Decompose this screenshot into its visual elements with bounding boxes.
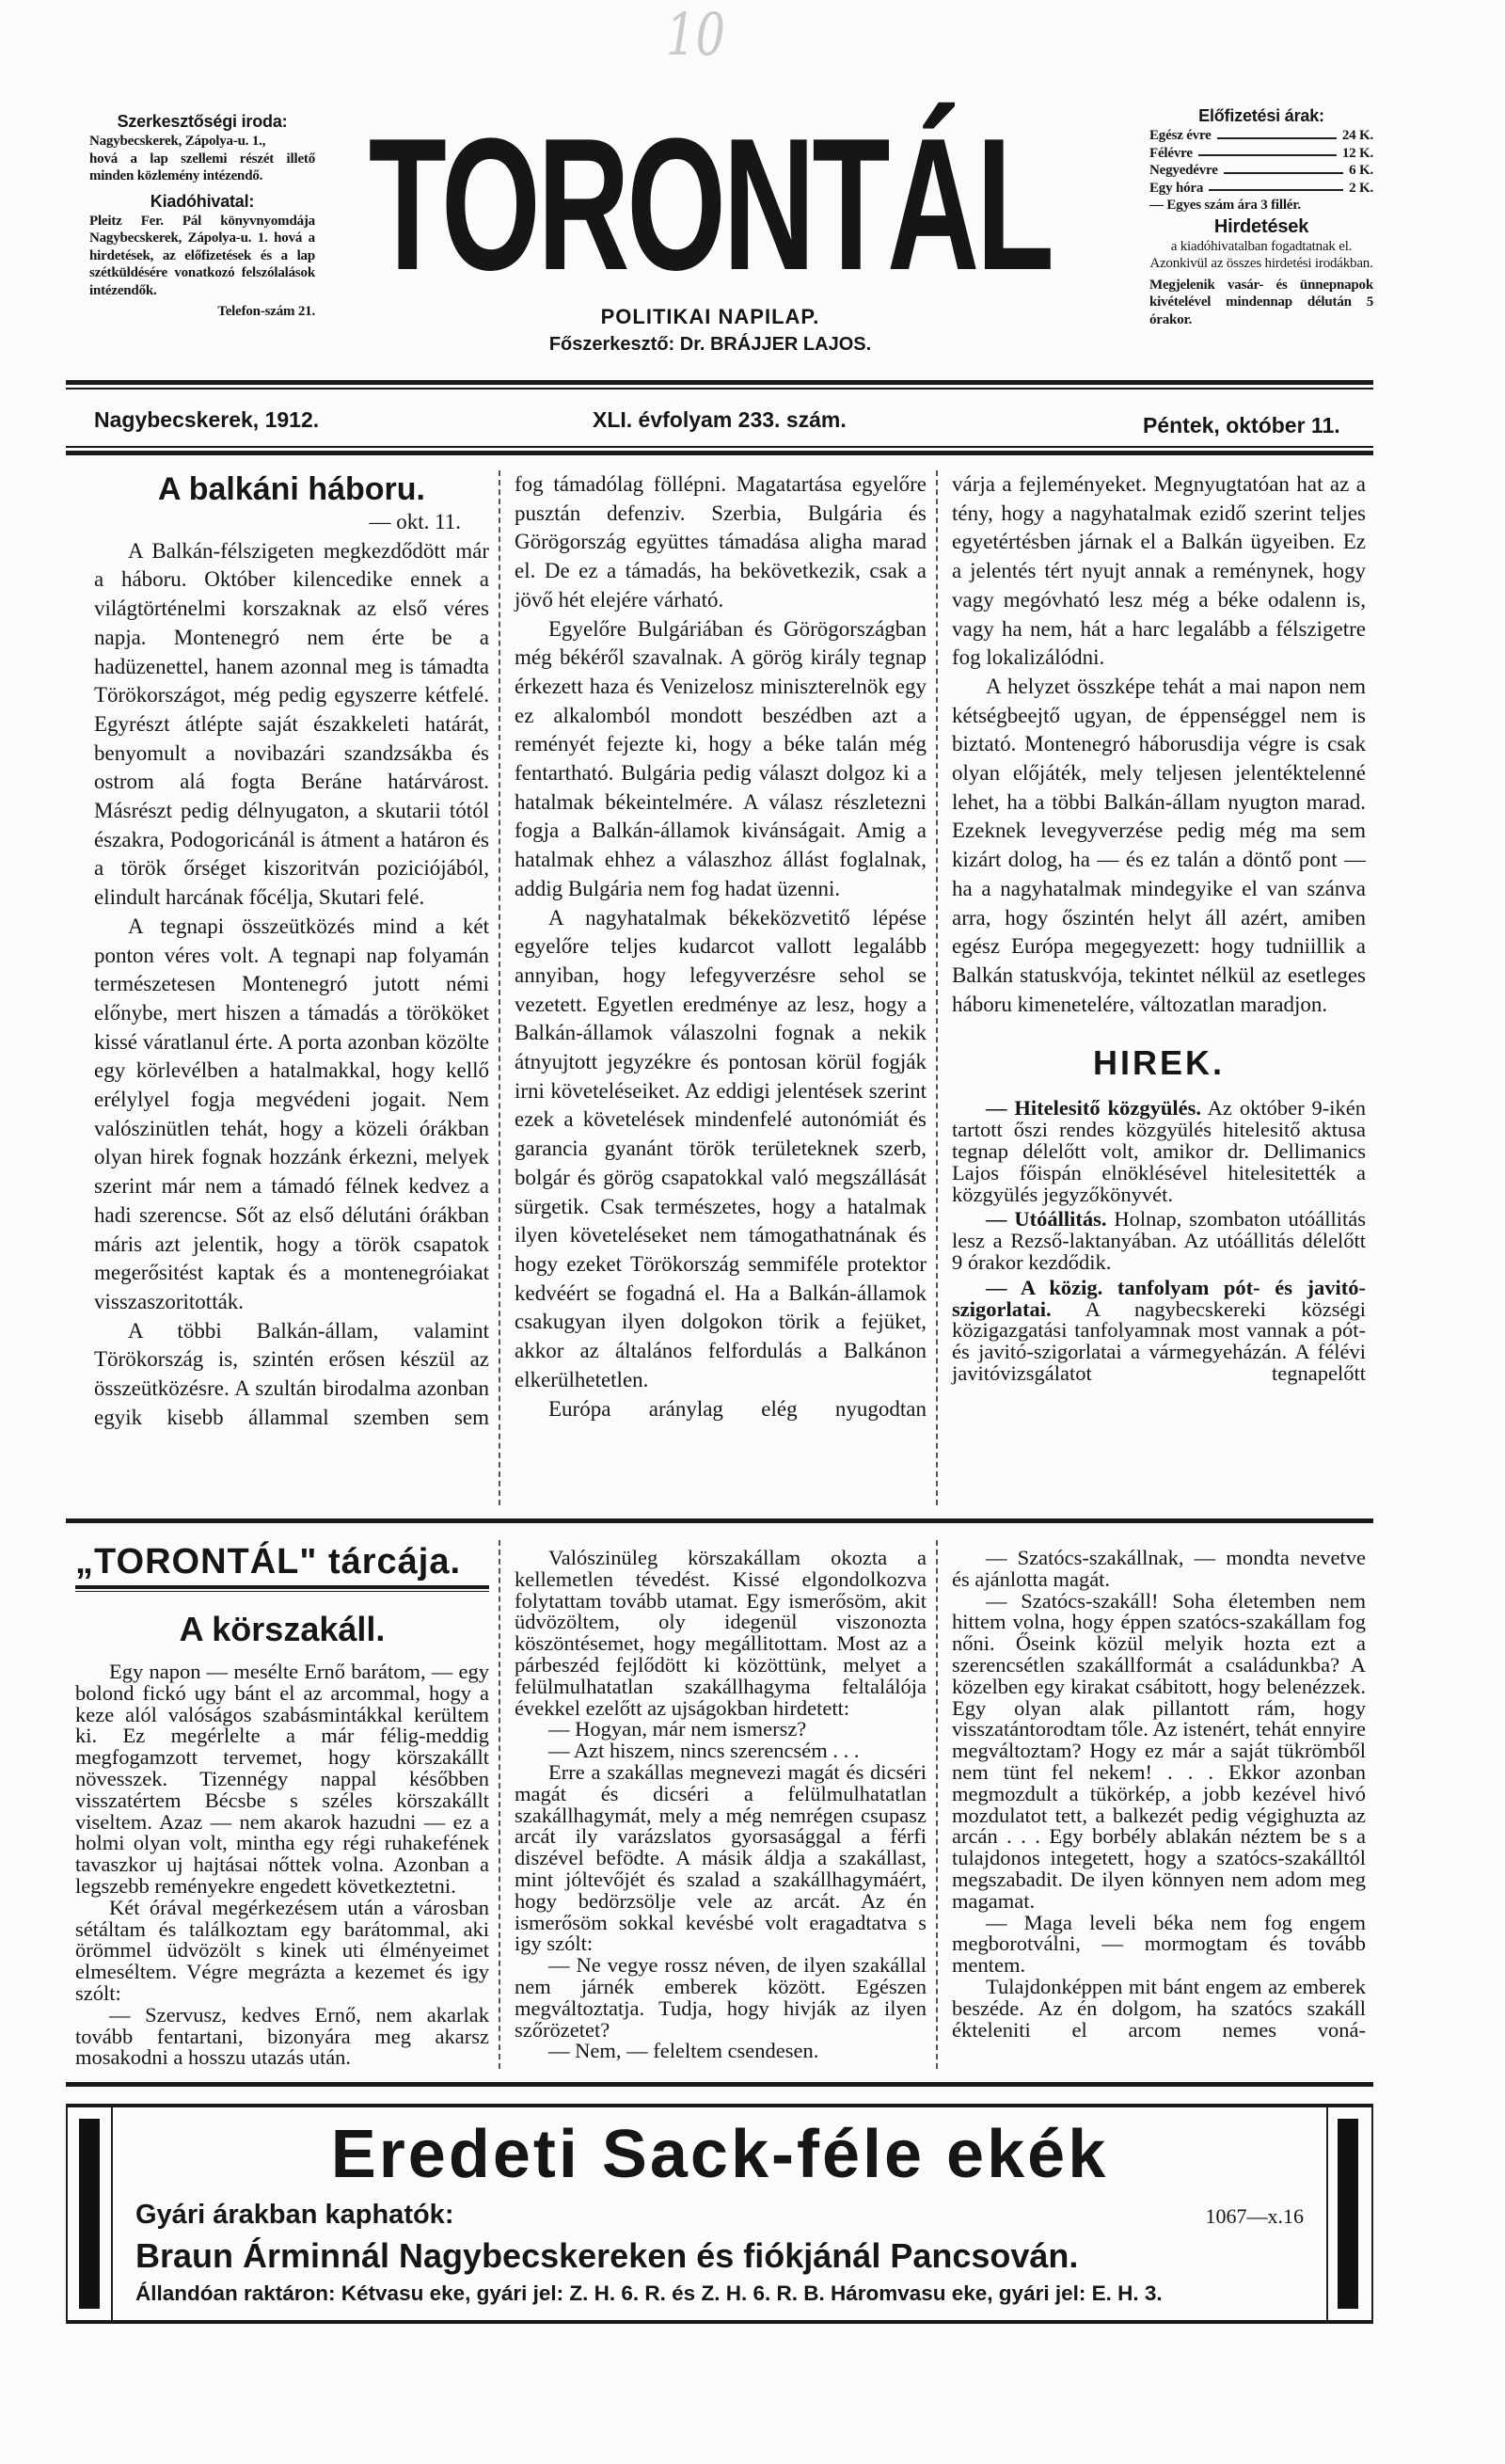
article-paragraph: Egyelőre Bulgáriában és Görögországban még békéről szavalnak. A görög király tegnap érkezett haza és Venizelosz miniszterelnök egy ez alkalomból mondott beszédben azt a reményét fejezte ki, hogy a béke talán még fentartható. Bulgária pedig választ dolgoz ki a hatalmak békeintelmére. A válasz részletezni fogja a Balkán-államok kivánságait. Amig a hatalmak ehhez a válaszhoz állást foglalnak, addig Bulgária nem fog hadat üzenni. <box>515 616 927 900</box>
price-row <box>1149 145 1373 163</box>
article-paragraph: várja a fejleményeket. Megnyugtatóan hat az a tény, hogy a nagyhatalmak ezidő szerint teljes egyetértésben járnak el a Balkán ügyeiben. Ez a jelentés tért nyujt annak a reménynek, hogy vagy megóvható lesz még a béke odalenn is, vagy ha nem, hát a harc legalább a félszigetre fog lokalizálódni. <box>952 472 1366 670</box>
page-body <box>66 470 1373 2324</box>
article-paragraph: A nagyhatalmak békeközvetitő lépése egyelőre teljes kudarcot vallott legalább annyiban, hogy lefegyverzésre sehol se vezetett. Egyetlen eredménye az lesz, hogy a Balkán-államok válaszolni fognak a nekik átnyujtott jegyzékre és pontosan körül fogják irni követeléseiket. Az eddigi jelentések szerint ezek a követelések mindenfelé autonómiát és garancia gyanánt török területeknek szerb, bolgár és görög csapatokkal való megszállását sürgetik. Csak természetes, hogy a hatalmak ilyen követeléseket nem támogathatnának és hogy ezeket Törökország semmiféle protektor kedvéért se fogadná el. Ha a Balkán-államok csakugyan ilyen dolgokon törik a fejüket, akkor az általános felfordulás a Balkánon elkerülhetetlen. <box>515 905 927 1391</box>
ad-border <box>1326 2107 1328 2320</box>
price-period: Egy hóra <box>1149 180 1204 196</box>
phone-number: Telefon-szám 21. <box>217 304 315 319</box>
feuilleton <box>66 1540 1373 2069</box>
editorial-heading: Szerkesztőségi iroda: <box>117 112 288 131</box>
front-page-articles <box>66 470 1373 1505</box>
news-item <box>952 1275 1366 1385</box>
price-period: Egész évre <box>1149 128 1212 143</box>
section-rule <box>66 1518 1373 1523</box>
feuilleton-header: „TORONTÁL" tárcája. <box>75 1542 462 1582</box>
article-paragraph: fog támadólag föllépni. Magatartása egyelőre pusztán defenziv. Szerbia, Bulgária és Görögország együttes támadása aligha marad el. De ez a támadás, ha bekövetkezik, csak a jövő hét elejére várható. <box>515 472 927 612</box>
single-copy-price: — Egyes szám ára 3 fillér. <box>1149 198 1301 213</box>
dash-leader <box>1209 180 1343 192</box>
advertisement <box>66 2104 1373 2324</box>
feuilleton-paragraph: — Hogyan, már nem ismersz? <box>548 1717 807 1741</box>
feuilleton-paragraph: Erre a szakállas megnevezi magát és dicséri magát és dicséri a felülmulhatatlan szakállhagymát, mely a még nemrégen csupasz arcát ily varázslatos gyorsasággal a férfi diszével befödte. A másik áldja a szakállast, mint jóltevőjét és szalad a szakállhagymáért, hogy bedörzsölje vele az arcát. Az én ismerősöm sokkal kevésbé volt eragadtatva s igy szólt: <box>515 1759 927 1956</box>
article-column-3 <box>936 470 1373 1505</box>
news-section <box>952 1043 1366 1384</box>
editor-in-chief: Főszerkesztő: Dr. BRÁJJER LAJOS. <box>548 334 872 355</box>
dash-leader <box>1224 162 1343 174</box>
feuilleton-paragraph: Két órával megérkezésem után a városban sétáltam és találkoztam egy barátommal, aki örömmel üdvözölt s kinek uti élményeimet elmeséltem. Végre megrázta a kezemet és igy szólt: <box>75 1895 489 2005</box>
feuilleton-paragraph: — Ne vegye rossz néven, de ilyen szakállal nem járnék emberek között. Egészen megváltoztatja. Tudja, hogy hivják az ilyen szőrözetet? <box>515 1953 927 2042</box>
price-row <box>1149 180 1373 198</box>
ad-available: Gyári árakban kaphatók: <box>135 2200 454 2231</box>
dateline-issue: XLI. évfolyam 233. szám. <box>593 407 847 432</box>
feuilleton-paragraph: Tulajdonképpen mit bánt engem az emberek beszéde. Az én dolgom, ha szatócs szakáll ékteleniti el arcom nemes voná- <box>952 1974 1366 2042</box>
section-rule <box>66 2082 1373 2087</box>
dateline-rule-thin <box>66 446 1373 448</box>
feuilleton-column-1 <box>66 1540 499 2069</box>
feuilleton-paragraph: — Nem, — feleltem csendesen. <box>548 2039 819 2063</box>
price-row <box>1149 127 1373 145</box>
article-paragraph: A helyzet összképe tehát a mai napon nem kétségbeejtő ugyan, de éppenséggel nem is biztató. Montenegró háborusdija végre is csak olyan előjáték, mely teljesen jelentéktelenné lehet, ha a többi Balkán-állam nyugton marad. Ezeknek levegyverzése pedig még ma sem kizárt dolog, ha — és ez talán a döntő pont — ha a nagyhatalmak mindegyike el van szánva arra, hogy őszintén helyt áll azért, amiben egész Európa megegyezett: hogy tudniillik a Balkán statuskvója, tekintet nélkül az esetleges háboru kimenetelére, változatlan maradjon. <box>952 674 1366 1016</box>
feuilleton-paragraph: — Szatócs-szakáll! Soha életemben nem hittem volna, hogy éppen szatócs-szakállam fog nőni. Őseink közül melyik hozta ezt a szerencsétlen szakállformát a családunkba? A közelben egy kirakat csábitott, hogy belenézzek. Egy olyan alak pillantott rám, hogy visszatántorodtam tőle. Az istenért, tehát ennyire megváltoztam? Hogy ez már a saját tükrömből nem tünt fel nekem! . . . Ekkor azonban megmozdult a tükörkép, a jobb kezével hivó mozdulatot tett, a balkezét pedig végighuzta az arcán . . . Egy borbély ablakán néztem be s a tulajdonos integetett, hogy a szatócs-szakálltól megszabadit. De ilyen könnyen nem adom meg magamat. <box>952 1588 1366 1913</box>
news-item <box>952 1098 1366 1205</box>
feuilleton-column-3 <box>936 1540 1373 2069</box>
ad-headline: Eredeti Sack-féle ekék <box>330 2117 1109 2193</box>
news-item <box>952 1209 1366 1273</box>
ad-border <box>111 2107 113 2320</box>
publisher-text: Pleitz Fer. Pál könyvnyomdája Nagybecskerek, Zápolya-u. 1. hová a hirdetések, az előfizetések és a lap szétküldésére vonatkozó felszólalások intézendők. <box>89 213 315 298</box>
masthead-rule <box>66 380 1373 385</box>
ad-availability-row <box>135 2198 1304 2232</box>
news-heading: HIREK. <box>1092 1043 1225 1083</box>
ad-stock: Állandóan raktáron: Kétvasu eke, gyári jel: Z. H. 6. R. és Z. H. 6. R. B. Háromvasu eke, gyári jel: E. H. 3. <box>135 2281 1163 2306</box>
price-value: 2 K. <box>1349 180 1373 196</box>
feuilleton-title: A körszakáll. <box>179 1610 386 1648</box>
ads-heading: Hirdetések <box>1213 215 1309 237</box>
publication-schedule: Megjelenik vasár- és ünnepnapok kivételével mindennap délután 5 órakor. <box>1149 277 1373 327</box>
dash-leader <box>1217 127 1337 139</box>
subscription-info <box>1149 105 1373 328</box>
news-item-body: Az október 9-ikén tartott őszi rendes közgyülés hitelesitő aktusa tegnap délelőtt volt, amikor dr. Dellimanics Lajos főispán elnöklésével hitelesitették a közgyülés jegyzőkönyvét. <box>952 1096 1366 1206</box>
feuilleton-paragraph: — Szervusz, kedves Ernő, nem akarlak tovább fentartani, bizonyára meg akarsz mosakodni a hosszu utazás után. <box>75 2002 489 2070</box>
newspaper-title <box>339 100 1082 310</box>
subscription-heading: Előfizetési árak: <box>1198 106 1324 125</box>
ad-code: 1067—x.16 <box>1205 2204 1304 2229</box>
ad-bar <box>79 2119 100 2309</box>
dateline-day: Péntek, október 11. <box>1143 413 1340 437</box>
feuilleton-paragraph: — Azt hiszem, nincs szerencsém . . . <box>548 1739 860 1763</box>
title-text: TORONTÁL <box>369 100 1052 310</box>
ad-bar <box>1338 2119 1358 2309</box>
article-title: A balkáni háboru. <box>157 471 425 507</box>
price-value: 6 K. <box>1349 163 1373 178</box>
masthead-rule-thin <box>66 388 1373 389</box>
dateline-place-year: Nagybecskerek, 1912. <box>94 407 320 432</box>
news-item-title: — Hitelesitő közgyülés. <box>986 1096 1201 1121</box>
article-continuation <box>952 470 1366 1019</box>
price-value: 24 K. <box>1341 128 1373 143</box>
editorial-office-info <box>89 111 315 321</box>
feuilleton-paragraph: — Szatócs-szakállnak, — mondta nevetve és ajánlotta magát. <box>952 1546 1366 1591</box>
price-period: Félévre <box>1149 145 1193 161</box>
dateline-rule <box>66 451 1373 455</box>
news-item-body: A nagybecskereki községi közigazgatási tanfolyamnak most vannak a pót- és javitó-szigorlatai a vármegyeházán. A félévi javitóvizsgálatot tegnapelőtt <box>952 1296 1366 1385</box>
dash-leader <box>1198 145 1337 157</box>
article-paragraph: A többi Balkán-állam, valamint Törökország is, szintén erősen készül az összeütközésre. A szultán birodalma azonban egyik kisebb állammal szemben sem <box>94 1318 489 1429</box>
publisher-heading: Kiadóhivatal: <box>150 191 255 211</box>
newspaper-subtitle: POLITIKAI NAPILAP. <box>600 305 820 328</box>
article-paragraph: A Balkán-félszigeten megkezdődött már a háboru. Október kilencedike ennek a világtörténelmi korszaknak az első véres napja. Montenegró nem érte be a hadüzenettel, hanem azonnal meg is támadta Törökországot, még pedig egyszerre kétfelé. Egyrészt átlépte saját északkeleti határát, benyomult a novibazári szandzsákba és ostrom alá fogta Beráne határvárost. Másrészt pedig délnyugaton, a skutarii tótól északra, Podogoricánál is átment a határon és a török őrséget kiszoritván poziciójából, elindult harcának főcélja, Skutari felé. <box>94 538 489 910</box>
article-paragraph: Európa aránylag elég nyugodtan <box>548 1396 927 1421</box>
price-row <box>1149 162 1373 180</box>
article-column-2 <box>499 470 936 1505</box>
ads-text: a kiadóhivatalban fogadtatnak el. Azonkivül az összes hirdetési irodákban. <box>1149 238 1373 271</box>
archive-handwritten-number: 10 <box>665 0 726 69</box>
price-period: Negyedévre <box>1149 163 1218 178</box>
editorial-address: Nagybecskerek, Zápolya-u. 1., <box>89 134 266 149</box>
ad-seller: Braun Árminnál Nagybecskereken és fiókjánál Pancsován. <box>135 2236 1079 2276</box>
editorial-note: hová a lap szellemi részét illető minden közlemény intézendő. <box>89 151 315 183</box>
feuilleton-paragraph: — Maga leveli béka nem fog engem megborotválni, — mormogtam és tovább mentem. <box>952 1910 1366 1978</box>
article-date: — okt. 11. <box>369 510 461 533</box>
news-item-body: Holnap, szombaton utóállitás lesz a Rezső-laktanyában. Az utóállitás délelőtt 9 órakor kezdődik. <box>952 1207 1366 1274</box>
article-paragraph: A tegnapi összeütközés mind a két ponton véres volt. A tegnapi nap folyamán természetesen Montenegró jutott némi előnybe, mert hiszen a támadás a törököket kissé váratlanul érte. A porta azonban közölte egy körlevélben a hatalmakkal, hogy kellő erélylyel fogja megvédeni jogait. Nem valószinütlen tehát, hogy a közeli órákban olyan hirek fognak hozzánk érkezni, melyek szerint már nem a támadó félnek kedvez a hadi szerencse. Sőt az első délutáni órákban máris azt jelentik, hogy a török csapatok megerősitést kaptak és a montenegróiakat visszaszoritották. <box>94 914 489 1313</box>
news-item-title: — A közig. tanfolyam pót- és javitó-szigorlatai. <box>952 1275 1366 1321</box>
feuilleton-header-rule <box>75 1585 489 1592</box>
article-column-1 <box>66 470 499 1505</box>
news-item-title: — Utóállitás. <box>986 1207 1107 1232</box>
feuilleton-paragraph: Egy napon — mesélte Ernő barátom, — egy bolond fickó ugy bánt el az arcommal, hogy a keze alól valóságos szabásmintákkal kerültem ki. Ez megérlelte a már félig-meddig megfogamzott tervemet, hogy körszakállt növesszek. Tizennégy nappal későbben visszatértem Bécsbe s széles körszakállt viseltem. Azaz — nem akarok hazudni — ez a holmi olyan volt, mintha egy régi ruhakefének tavaszkor uj hajtásai nőttek volna. Azonban a legszebb reményekre engedett következtetni. <box>75 1660 489 1898</box>
price-value: 12 K. <box>1341 145 1373 161</box>
feuilleton-column-2 <box>499 1540 936 2069</box>
feuilleton-paragraph: Valószinüleg körszakállam okozta a kellemetlen tévedést. Kissé elgondolkozva folytattam tovább utamat. Egy ismerősöm, akit üdvözöltem, oly idegenül viszonozta köszöntésemet, hogy megállitottam. Most az a párbeszéd fejlődött ki közöttünk, melyet a felülmulhatatlan szakállhagyma feltalálója évekkel ezelőtt az ujságokban hirdetett: <box>515 1546 927 1720</box>
